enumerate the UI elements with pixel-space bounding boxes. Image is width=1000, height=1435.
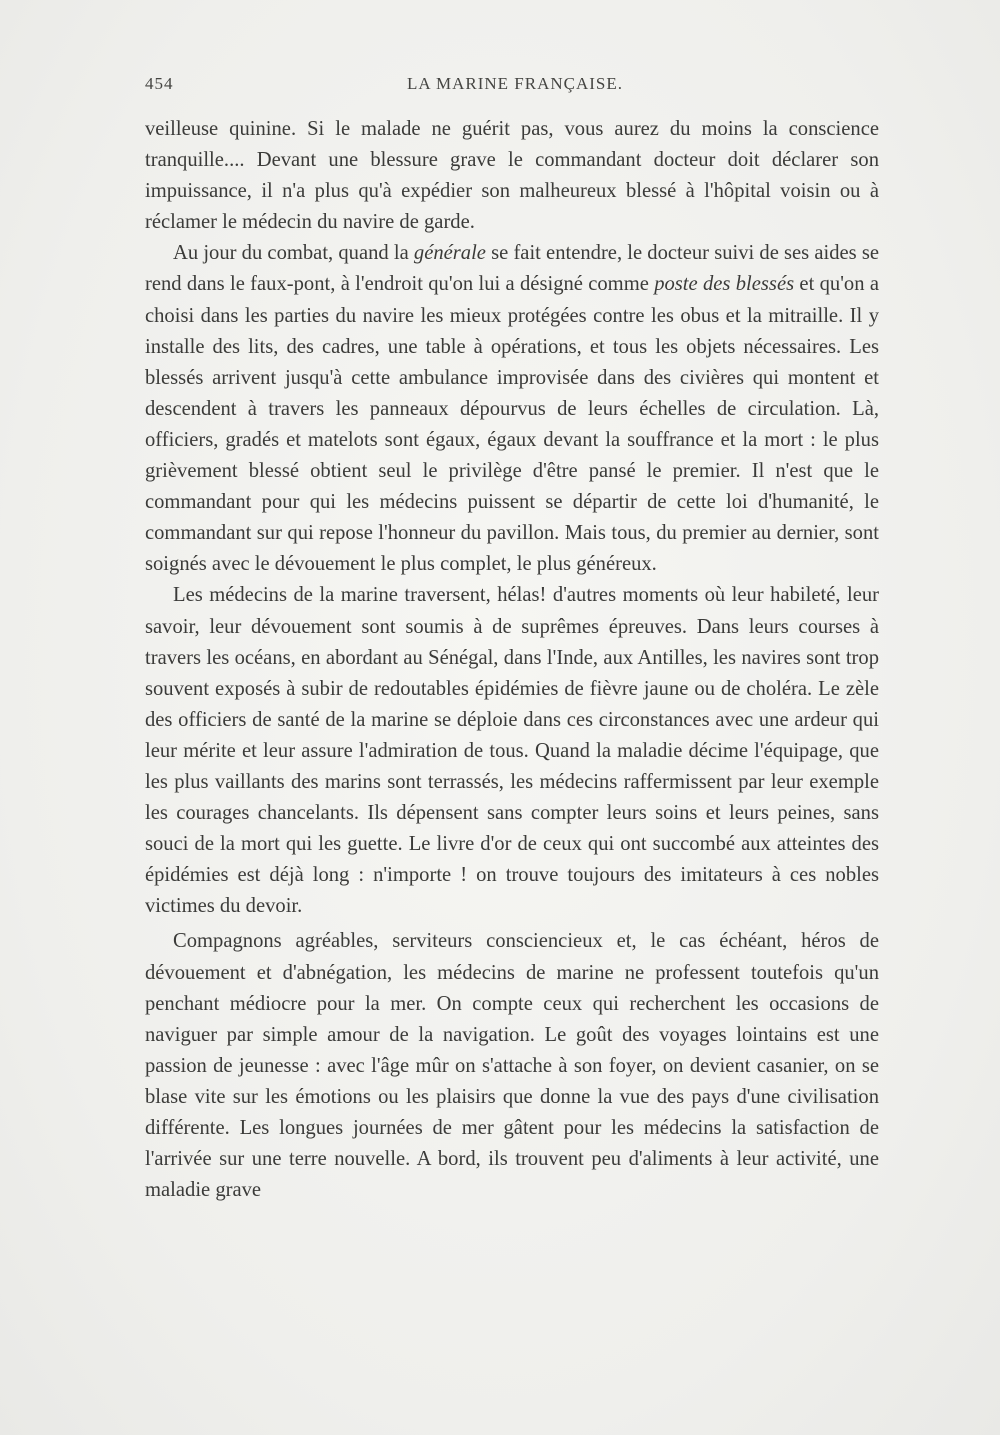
paragraph	[145, 580, 879, 922]
paragraph	[145, 926, 879, 1206]
paragraph-text: Au jour du combat, quand la	[173, 242, 414, 265]
paragraph-text: veilleuse quinine. Si le malade ne guérit pas, vous aurez du moins la conscience tranquille.... Devant une blessure grave le commandant docteur doit déclarer son impuissance, il n'a plus qu'à expédier son malheureux blessé à l'hôpital voisin ou à réclamer le médecin du navire de garde.	[145, 118, 879, 234]
paragraph	[145, 114, 879, 238]
paragraph-text: Les médecins de la marine traversent, hélas! d'autres moments où leur habileté, leur savoir, leur dévouement sont soumis à de suprêmes épreuves. Dans leurs courses à travers les océans, en abordant au Sénégal, dans l'Inde, aux Antilles, les navires sont trop souvent exposés à subir de redoutables épidémies de fièvre jaune ou de choléra. Le zèle des officiers de santé de la marine se déploie dans ces circonstances avec une ardeur qui leur mérite et leur assure l'admiration de tous. Quand la maladie décime l'équipage, que les plus vaillants des marins sont terrassés, les médecins raffermissent par leur exemple les courages chancelants. Ils dépensent sans compter leurs soins et leurs peines, sans souci de la mort qui les guette. Le livre d'or de ceux qui ont succombé aux atteintes des épidémies est déjà long : n'importe ! on trouve toujours des imitateurs à ces nobles victimes du devoir.	[145, 584, 879, 918]
running-title: LA MARINE FRANÇAISE.	[407, 74, 623, 93]
page-number: 454	[145, 74, 174, 93]
paragraph-text: Compagnons agréables, serviteurs consciencieux et, le cas échéant, héros de dévouement et d'abnégation, les médecins de marine ne professent toutefois qu'un penchant médiocre pour la mer. On compte ceux qui recherchent les occasions de naviguer par simple amour de la navigation. Le goût des voyages lointains est une passion de jeunesse : avec l'âge mûr on s'attache à son foyer, on devient casanier, on se blase vite sur les émotions ou les plaisirs que donne la vue des pays d'une civilisation différente. Les longues journées de mer gâtent pour les médecins la satisfaction de l'arrivée sur une terre nouvelle. A bord, ils trouvent peu d'aliments à leur activité, une maladie grave	[145, 930, 879, 1202]
italic-term: générale	[413, 242, 486, 265]
paragraph-text: et qu'on a choisi dans les parties du navire les mieux protégées contre les obus et la mitraille. Il y installe des lits, des cadres, une table à opérations, et tous les objets nécessaires. Les blessés arrivent jusqu'à cette ambulance improvisée dans des civières qui montent et descendent à travers les panneaux dépourvus de leurs échelles de circulation. Là, officiers, gradés et matelots sont égaux, égaux devant la souffrance et la mort : le plus grièvement blessé obtient seul le privilège d'être pansé le premier. Il n'est que le commandant pour qui les médecins puissent se départir de cette loi d'humanité, le commandant sur qui repose l'honneur du pavillon. Mais tous, du premier au dernier, sont soignés avec le dévouement le plus complet, le plus généreux.	[145, 273, 879, 576]
paragraph-text: se fait entendre, le docteur suivi de ses aides se rend dans le faux-pont, à l'endroit qu'on lui a désigné comme	[145, 242, 879, 296]
italic-term: poste des blessés	[654, 273, 795, 296]
paragraph	[145, 238, 879, 580]
body-text	[145, 114, 879, 1206]
page-header	[145, 74, 885, 98]
